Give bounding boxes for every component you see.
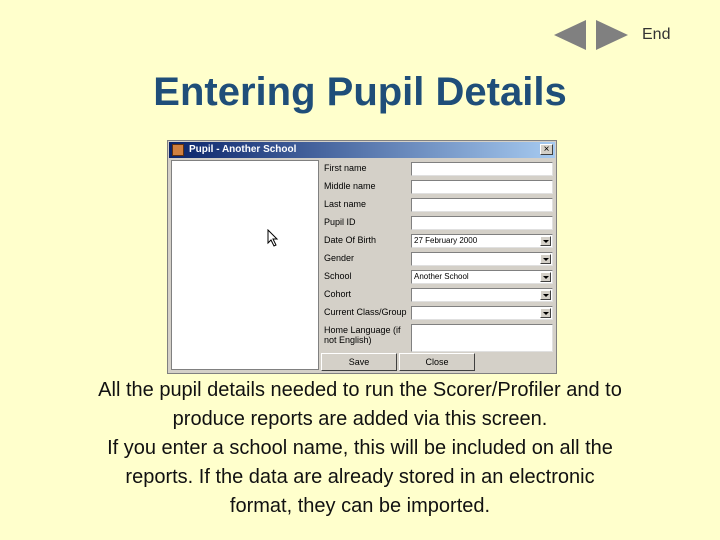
chevron-down-icon[interactable]: [540, 254, 551, 264]
form-row: [321, 232, 555, 250]
field-label: First name: [324, 163, 367, 173]
field-value: Another School: [414, 272, 469, 281]
button-bar: [321, 352, 555, 372]
slide-title: Entering Pupil Details: [153, 70, 567, 114]
photo-pane: [171, 160, 319, 370]
form-row: [321, 214, 555, 232]
slide-navigation: [552, 18, 712, 52]
form-row: [321, 322, 555, 345]
pupil-window: [167, 140, 557, 374]
description-line: All the pupil details needed to run the Scorer/Profiler and to: [98, 379, 622, 401]
field-dropdown[interactable]: [411, 270, 553, 284]
description-line: reports. If the data are already stored in an electronic: [125, 466, 595, 488]
field-label: Date Of Birth: [324, 235, 377, 245]
field-label: Home Language (if not English): [324, 325, 401, 345]
form-row: [321, 286, 555, 304]
field-dropdown[interactable]: [411, 252, 553, 266]
field-label: Current Class/Group: [324, 307, 407, 317]
field-label: Middle name: [324, 181, 376, 191]
pupil-form: [321, 160, 555, 348]
field-input[interactable]: [411, 216, 553, 230]
field-input[interactable]: [411, 198, 553, 212]
form-row: [321, 196, 555, 214]
close-button[interactable]: Close: [399, 353, 475, 371]
end-link[interactable]: End: [642, 26, 671, 43]
window-title: Pupil - Another School: [189, 144, 297, 155]
field-input[interactable]: [411, 162, 553, 176]
mouse-pointer-icon: [267, 229, 279, 247]
form-row: [321, 160, 555, 178]
field-dropdown[interactable]: [411, 234, 553, 248]
close-icon[interactable]: ×: [540, 144, 553, 155]
app-icon: [172, 144, 184, 156]
field-label: Gender: [324, 253, 355, 263]
form-row: [321, 268, 555, 286]
save-button[interactable]: Save: [321, 353, 397, 371]
form-row: [321, 250, 555, 268]
field-dropdown[interactable]: [411, 288, 553, 302]
field-value: 27 February 2000: [414, 236, 478, 245]
chevron-down-icon[interactable]: [540, 308, 551, 318]
chevron-down-icon[interactable]: [540, 272, 551, 282]
field-label: Pupil ID: [324, 217, 356, 227]
field-label: School: [324, 271, 352, 281]
form-row: [321, 178, 555, 196]
chevron-down-icon[interactable]: [540, 236, 551, 246]
triangle-left-icon[interactable]: [552, 18, 588, 52]
description-line: format, they can be imported.: [229, 495, 491, 517]
triangle-right-icon[interactable]: [594, 18, 630, 52]
chevron-down-icon[interactable]: [540, 290, 551, 300]
field-label: Cohort: [324, 289, 352, 299]
field-label: Last name: [324, 199, 367, 209]
field-input[interactable]: [411, 324, 553, 352]
description-text: [20, 376, 700, 521]
description-line: produce reports are added via this screen.: [172, 408, 548, 430]
form-row: [321, 304, 555, 322]
description-line: If you enter a school name, this will be included on all the: [107, 437, 613, 459]
window-titlebar[interactable]: [169, 142, 555, 158]
field-input[interactable]: [411, 180, 553, 194]
field-dropdown[interactable]: [411, 306, 553, 320]
